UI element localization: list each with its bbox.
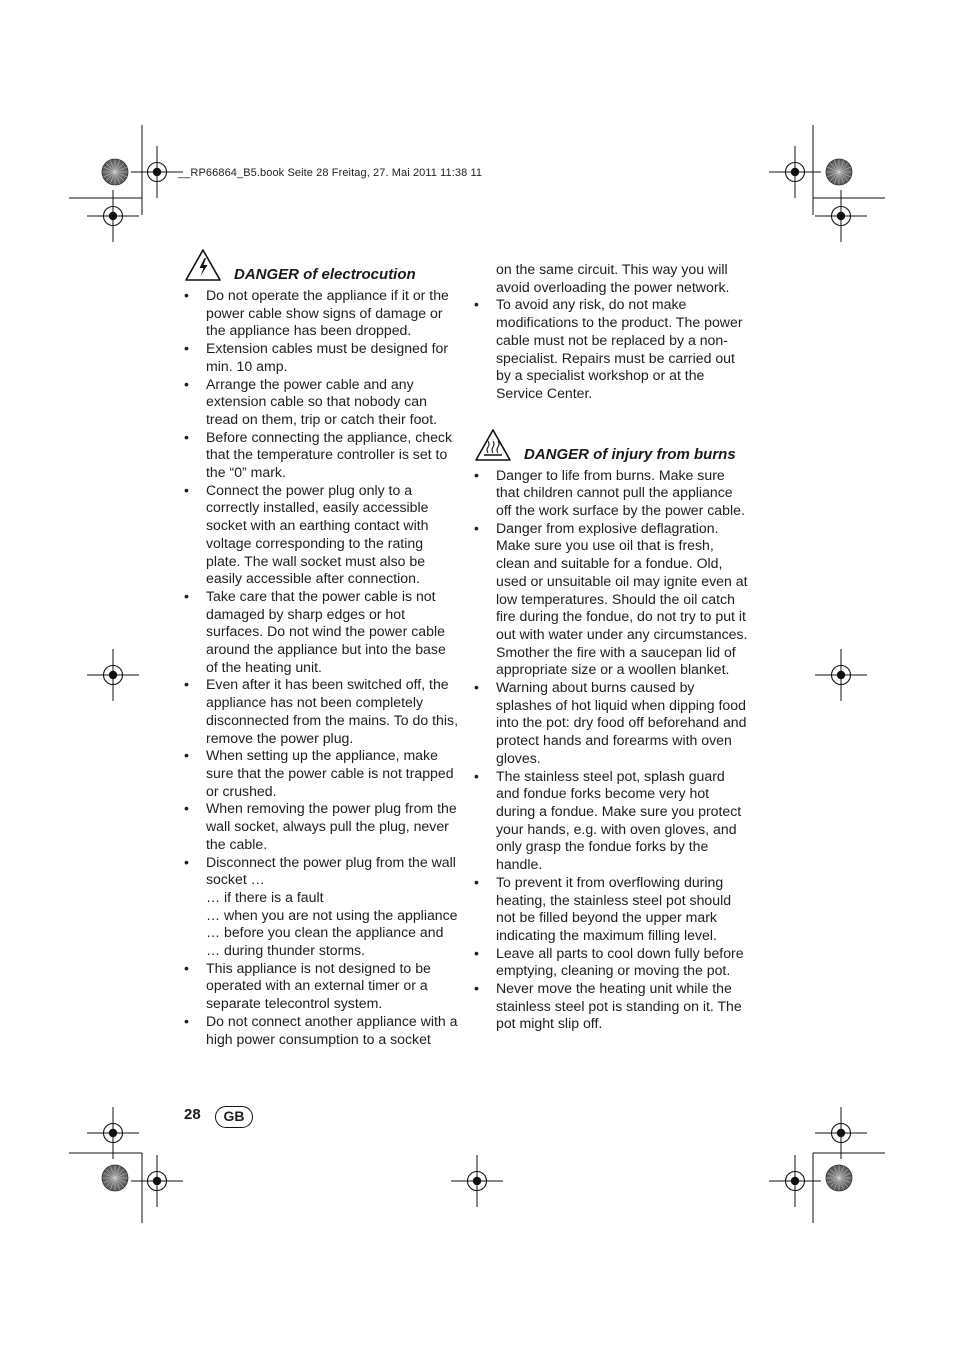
- electrocution-heading: [184, 248, 459, 284]
- list-item: • Danger from explosive deflagration. Make sure you use oil that is fresh, clean and suitable for a fondue. Old, used or unsuitable oil may ignite even at low temperatures. Should the oil catch fire during the fondue, do not try to put it out with water under any circumstances. Smother the fire with a saucepan lid of appropriate size or a woollen blanket.: [474, 520, 749, 679]
- electrocution-list: [184, 287, 459, 1048]
- section-title: DANGER of injury from burns: [524, 445, 736, 463]
- right-column: [474, 261, 749, 1033]
- electric-hazard-icon: [184, 248, 222, 282]
- list-item: • Arrange the power cable and any extension cable so that nobody can tread on them, trip or catch their foot.: [184, 376, 459, 429]
- hot-surface-icon: [474, 428, 512, 462]
- sub-item: … before you clean the appliance and: [206, 924, 444, 941]
- page-number: 28: [184, 1106, 201, 1123]
- list-item: • Do not operate the appliance if it or the power cable show signs of damage or the appliance has been dropped.: [184, 287, 459, 340]
- electrocution-list-continued: [474, 296, 749, 402]
- list-item: • Extension cables must be designed for min. 10 amp.: [184, 340, 459, 375]
- list-item: • The stainless steel pot, splash guard and fondue forks become very hot during a fondue. Make sure you protect your hands, e.g. with oven gloves, and only grasp the fondue forks by the handle.: [474, 768, 749, 874]
- list-item: • Even after it has been switched off, the appliance has not been completely disconnected from the mains. To do this, remove the power plug.: [184, 676, 459, 747]
- disconnect-intro: Disconnect the power plug from the wall socket …: [206, 853, 456, 888]
- language-badge: GB: [215, 1106, 253, 1128]
- list-item: • To prevent it from overflowing during heating, the stainless steel pot should not be filled beyond the upper mark indicating the maximum filling level.: [474, 874, 749, 945]
- list-item: • When setting up the appliance, make sure that the power cable is not trapped or crushed.: [184, 747, 459, 800]
- list-item: • Take care that the power cable is not damaged by sharp edges or hot surfaces. Do not wind the power cable around the appliance but into the base of the heating unit.: [184, 588, 459, 677]
- list-item: • Warning about burns caused by splashes of hot liquid when dipping food into the pot: dry food off beforehand and protect hands and forearms with oven gloves.: [474, 679, 749, 768]
- sub-item: … if there is a fault: [206, 888, 324, 905]
- continued-text: on the same circuit. This way you will avoid overloading the power network.: [496, 261, 730, 295]
- sub-item: … during thunder storms.: [206, 942, 366, 959]
- list-item: • This appliance is not designed to be operated with an external timer or a separate telecontrol system.: [184, 960, 459, 1013]
- burns-heading: [474, 428, 749, 464]
- list-item: • Danger to life from burns. Make sure that children cannot pull the appliance off the work surface by the power cable.: [474, 467, 749, 520]
- list-item: • When removing the power plug from the wall socket, always pull the plug, never the cable.: [184, 800, 459, 853]
- list-item: • Never move the heating unit while the stainless steel pot is standing on it. The pot might slip off.: [474, 980, 749, 1033]
- list-item: • To avoid any risk, do not make modifications to the product. The power cable must not be replaced by a non-specialist. Repairs must be carried out by a specialist workshop or at the Service Center.: [474, 296, 749, 402]
- burns-list: [474, 467, 749, 1034]
- list-item-disconnect: [184, 854, 459, 960]
- list-item: • Leave all parts to cool down fully before emptying, cleaning or moving the pot.: [474, 945, 749, 980]
- list-item: • Connect the power plug only to a correctly installed, easily accessible socket with an earthing contact with voltage corresponding to the rating plate. The wall socket must also be easily accessible after connection.: [184, 482, 459, 588]
- left-column: [184, 248, 459, 1048]
- section-title: DANGER of electrocution: [234, 266, 416, 284]
- list-item: • Do not connect another appliance with a high power consumption to a socket: [184, 1013, 459, 1048]
- list-item: • Before connecting the appliance, check that the temperature controller is set to the “0” mark.: [184, 429, 459, 482]
- sub-item: … when you are not using the appliance: [206, 906, 458, 923]
- print-header: __RP66864_B5.book Seite 28 Freitag, 27. Mai 2011 11:38 11: [178, 167, 483, 179]
